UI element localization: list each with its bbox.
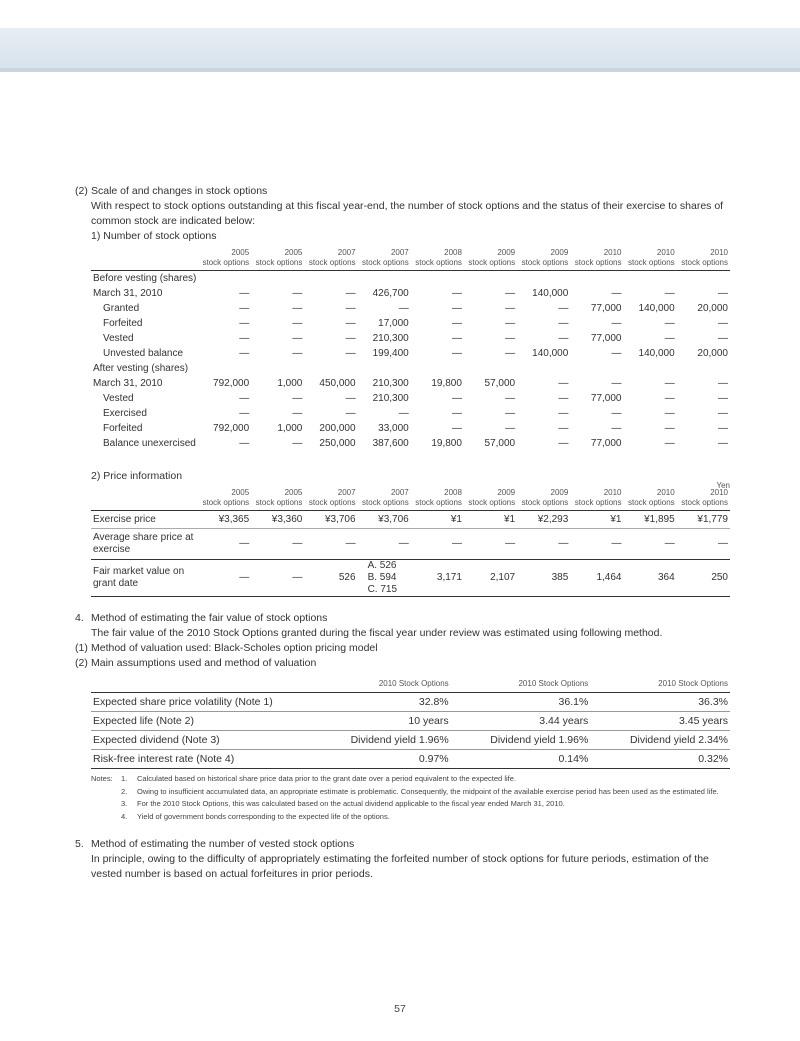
- column-label: stock options: [415, 497, 462, 507]
- header-blank: [91, 248, 198, 271]
- row-label: Balance unexercised: [103, 438, 196, 449]
- header-band: [0, 0, 800, 72]
- table-row: [91, 376, 730, 391]
- column-header: [251, 488, 304, 511]
- cell: —: [611, 408, 622, 419]
- column-header: [624, 488, 677, 511]
- cell: —: [505, 393, 516, 404]
- table-row: [91, 511, 730, 529]
- cell: 3.45 years: [590, 712, 730, 731]
- section-5-title: Method of estimating the number of vested stock options: [91, 838, 355, 850]
- section-2-heading: [75, 184, 730, 199]
- section-4-item-1: [75, 641, 730, 656]
- price-info-table: [91, 488, 730, 597]
- cell: —: [239, 438, 250, 449]
- column-label: stock options: [415, 257, 462, 267]
- cell: —: [345, 318, 356, 329]
- header-blank: [91, 679, 311, 693]
- cell: —: [304, 529, 357, 560]
- column-label: stock options: [362, 497, 409, 507]
- cell: 0.32%: [590, 750, 730, 769]
- column-header: [677, 488, 730, 511]
- column-label: stock options: [521, 257, 569, 267]
- cell: —: [664, 333, 675, 344]
- cell: —: [292, 393, 303, 404]
- table-row: [91, 731, 730, 750]
- section-4-intro: The fair value of the 2010 Stock Options granted during the fiscal year under review was estimated using following method.: [91, 627, 663, 639]
- cell: —: [251, 560, 304, 597]
- row-label: Unvested balance: [103, 348, 184, 359]
- cell: —: [558, 408, 569, 419]
- note-text: For the 2010 Stock Options, this was calculated based on the actual dividend applicable to the fiscal year ended March 31, 2010.: [137, 799, 565, 808]
- assumptions-header: [91, 679, 730, 693]
- column-year: 2009: [550, 248, 569, 257]
- cell: 199,400: [372, 348, 409, 359]
- cell: —: [558, 378, 569, 389]
- column-label: stock options: [468, 257, 516, 267]
- column-year: 2010: [656, 488, 675, 497]
- section-5-body: In principle, owing to the difficulty of appropriately estimating the forfeited number of stock options for future periods, estimation of the vested number is based on actual forfeitures in prior periods.: [91, 853, 709, 880]
- row-label: Vested: [103, 333, 134, 344]
- cell: —: [624, 529, 677, 560]
- cell: —: [358, 529, 411, 560]
- column-year: 2009: [550, 488, 569, 497]
- cell: —: [398, 408, 409, 419]
- cell: —: [611, 288, 622, 299]
- cell: 20,000: [697, 303, 728, 314]
- item-2-number: (2): [75, 657, 88, 669]
- cell: 450,000: [319, 378, 356, 389]
- cell: —: [558, 333, 569, 344]
- column-header: [517, 488, 570, 511]
- cell: 210,300: [372, 393, 409, 404]
- column-label: stock options: [202, 257, 250, 267]
- cell: —: [517, 529, 570, 560]
- column-header: [464, 248, 517, 271]
- column-header: [464, 488, 517, 511]
- column-label: stock options: [255, 497, 303, 507]
- column-header: [411, 248, 464, 271]
- cell: 0.14%: [451, 750, 591, 769]
- cell: 77,000: [590, 438, 622, 449]
- note-number: 1.: [121, 774, 128, 783]
- section-4-heading: [75, 611, 730, 626]
- cell: 210,300: [372, 378, 409, 389]
- cell: 364: [624, 560, 677, 597]
- cell: —: [345, 348, 356, 359]
- cell: —: [505, 423, 516, 434]
- cell: 19,800: [431, 378, 462, 389]
- header-blank: [91, 488, 198, 511]
- cell: —: [345, 303, 356, 314]
- cell: —: [198, 560, 251, 597]
- table-row: [91, 529, 730, 560]
- cell: —: [664, 408, 675, 419]
- column-label: stock options: [627, 257, 675, 267]
- column-header: [251, 248, 304, 271]
- cell: —: [677, 529, 730, 560]
- cell: ¥3,706: [304, 511, 357, 529]
- cell: —: [292, 333, 303, 344]
- note-number: 3.: [121, 799, 128, 808]
- notes: [91, 773, 730, 823]
- column-header: [358, 488, 411, 511]
- column-label: stock options: [681, 497, 728, 507]
- section-row: [91, 271, 730, 287]
- column-header: [304, 248, 357, 271]
- cell: —: [558, 423, 569, 434]
- cell: —: [345, 288, 356, 299]
- cell: Dividend yield 1.96%: [451, 731, 591, 750]
- table-row: [91, 331, 730, 346]
- cell: —: [292, 348, 303, 359]
- cell: 1,464: [570, 560, 623, 597]
- cell: —: [718, 333, 728, 344]
- cell: —: [505, 348, 516, 359]
- table-row: [91, 421, 730, 436]
- cell: 200,000: [319, 423, 356, 434]
- section-4-title: Method of estimating the fair value of stock options: [91, 612, 328, 624]
- column-header: [198, 488, 251, 511]
- cell: 385: [517, 560, 570, 597]
- cell: —: [558, 318, 569, 329]
- assumptions-table: [91, 679, 730, 769]
- cell: ¥1,895: [624, 511, 677, 529]
- item-1-number: (1): [75, 642, 88, 654]
- cell: —: [570, 529, 623, 560]
- cell: 57,000: [484, 438, 516, 449]
- cell: 36.1%: [451, 693, 591, 712]
- section-2-intro: With respect to stock options outstanding at this fiscal year-end, the number of stock options and the status of their exercise to shares of common stock are indicated below:: [91, 200, 724, 227]
- cell: —: [251, 529, 304, 560]
- cell: —: [411, 529, 464, 560]
- note-item: [91, 786, 730, 799]
- column-year: 2005: [284, 488, 303, 497]
- section-5-number: 5.: [75, 838, 84, 850]
- column-year: 2005: [284, 248, 303, 257]
- cell: 77,000: [590, 333, 622, 344]
- section-4-item-2: [75, 656, 730, 671]
- number-table-header: [91, 248, 730, 271]
- column-year: 2008: [444, 488, 462, 497]
- column-header: [517, 248, 570, 271]
- cell: —: [451, 348, 462, 359]
- cell: Dividend yield 2.34%: [590, 731, 730, 750]
- note-text: Calculated based on historical share price data prior to the grant date over a period equivalent to the expected life.: [137, 774, 516, 783]
- cell: —: [505, 333, 516, 344]
- column-year: 2007: [337, 488, 356, 497]
- column-header: [624, 248, 677, 271]
- column-label: stock options: [362, 257, 409, 267]
- section-5-heading: [75, 837, 730, 852]
- column-label: stock options: [202, 497, 250, 507]
- note-number: 2.: [121, 786, 128, 796]
- column-label: stock options: [255, 257, 303, 267]
- cell: —: [464, 529, 517, 560]
- cell: 140,000: [532, 348, 569, 359]
- column-header: [677, 248, 730, 271]
- cell: —: [451, 408, 462, 419]
- column-label: stock options: [468, 497, 516, 507]
- section-2-title: Scale of and changes in stock options: [91, 185, 268, 197]
- item-2-text: Main assumptions used and method of valuation: [91, 657, 317, 669]
- table-row: [91, 286, 730, 301]
- cell: ¥3,360: [251, 511, 304, 529]
- cell: —: [664, 378, 675, 389]
- cell: 140,000: [638, 303, 675, 314]
- column-year: 2010: [603, 248, 622, 257]
- cell: —: [451, 318, 462, 329]
- page-content: [75, 184, 730, 882]
- cell: 387,600: [372, 438, 409, 449]
- cell: 250,000: [319, 438, 356, 449]
- row-label: Vested: [103, 393, 134, 404]
- cell: —: [451, 303, 462, 314]
- cell: 17,000: [378, 318, 409, 329]
- cell: —: [292, 318, 303, 329]
- cell: 19,800: [431, 438, 462, 449]
- cell: —: [664, 318, 675, 329]
- column-header: [570, 248, 623, 271]
- note-item: [91, 798, 730, 811]
- column-year: 2005: [231, 248, 250, 257]
- cell: 792,000: [213, 423, 250, 434]
- price-info-title: 2) Price information: [91, 470, 183, 482]
- cell: 792,000: [213, 378, 250, 389]
- cell: —: [611, 423, 622, 434]
- column-year: 2010: [710, 248, 728, 257]
- cell: —: [611, 318, 622, 329]
- note-item: [91, 773, 730, 786]
- cell: ¥1: [411, 511, 464, 529]
- table-row: [91, 391, 730, 406]
- column-label: stock options: [308, 257, 356, 267]
- cell: 140,000: [532, 288, 569, 299]
- cell: —: [611, 348, 622, 359]
- row-label: Expected life (Note 2): [91, 712, 311, 731]
- table-row: [91, 712, 730, 731]
- column-header: [570, 488, 623, 511]
- section-row: [91, 361, 730, 376]
- row-label: March 31, 2010: [93, 288, 163, 299]
- assumption-column-header: 2010 Stock Options: [451, 679, 591, 693]
- cell: 10 years: [311, 712, 451, 731]
- row-label: Expected share price volatility (Note 1): [91, 693, 311, 712]
- cell: —: [239, 408, 250, 419]
- table-row: [91, 560, 730, 597]
- cell: —: [198, 529, 251, 560]
- item-1-text: Method of valuation used: Black-Scholes option pricing model: [91, 642, 378, 654]
- row-label: Granted: [103, 303, 140, 314]
- cell: ¥1: [464, 511, 517, 529]
- page-number: 57: [394, 1003, 406, 1015]
- column-header: [358, 248, 411, 271]
- table-row: [91, 301, 730, 316]
- cell: —: [664, 288, 675, 299]
- column-year: 2008: [444, 248, 462, 257]
- cell: —: [558, 438, 569, 449]
- cell: —: [451, 423, 462, 434]
- cell: —: [718, 393, 728, 404]
- cell: 2,107: [464, 560, 517, 597]
- table-row: [91, 406, 730, 421]
- price-table-header: [91, 488, 730, 511]
- price-unit: Yen: [716, 481, 730, 490]
- cell: —: [345, 393, 356, 404]
- note-text: Owing to insufficient accumulated data, an appropriate estimate is problematic. Consequently, the midpoint of the available exercise period has been used as the estimated life.: [137, 786, 719, 796]
- stock-options-number-table: [91, 248, 730, 451]
- cell: —: [239, 333, 250, 344]
- cell: 57,000: [484, 378, 516, 389]
- table-row: [91, 750, 730, 769]
- row-label: Forfeited: [103, 318, 143, 329]
- note-text: Yield of government bonds corresponding to the expected life of the options.: [137, 811, 390, 821]
- cell: —: [398, 303, 409, 314]
- column-label: stock options: [574, 497, 622, 507]
- section-label: Before vesting (shares): [93, 273, 197, 284]
- row-label: Fair market value on grant date: [91, 560, 198, 597]
- column-header: [198, 248, 251, 271]
- cell: 250: [677, 560, 730, 597]
- column-year: 2009: [497, 248, 516, 257]
- note-number: 4.: [121, 811, 128, 821]
- cell: —: [558, 393, 569, 404]
- row-label: Exercise price: [91, 511, 198, 529]
- assumption-column-header: 2010 Stock Options: [590, 679, 730, 693]
- column-header: [411, 488, 464, 511]
- column-year: 2010: [603, 488, 622, 497]
- note-item: [91, 811, 730, 824]
- column-label: stock options: [627, 497, 675, 507]
- cell: —: [451, 333, 462, 344]
- column-year: 2010: [710, 488, 728, 497]
- cell: —: [505, 303, 516, 314]
- cell: —: [292, 288, 303, 299]
- cell: ¥3,706: [358, 511, 411, 529]
- cell: 210,300: [372, 333, 409, 344]
- number-table-title: 1) Number of stock options: [91, 230, 217, 242]
- column-label: stock options: [308, 497, 356, 507]
- cell: —: [239, 393, 250, 404]
- table-row: [91, 346, 730, 361]
- cell: ¥1: [570, 511, 623, 529]
- cell: —: [451, 288, 462, 299]
- column-label: stock options: [574, 257, 622, 267]
- cell: 32.8%: [311, 693, 451, 712]
- row-label: Exercised: [103, 408, 147, 419]
- row-label: Forfeited: [103, 423, 143, 434]
- cell: —: [239, 288, 250, 299]
- cell: —: [611, 378, 622, 389]
- cell: —: [345, 408, 356, 419]
- cell: —: [505, 318, 516, 329]
- cell: Dividend yield 1.96%: [311, 731, 451, 750]
- cell: 1,000: [277, 378, 303, 389]
- cell: 3,171: [411, 560, 464, 597]
- cell: —: [718, 408, 728, 419]
- row-label: Risk-free interest rate (Note 4): [91, 750, 311, 769]
- notes-label: Notes:: [91, 774, 113, 783]
- table-row: [91, 316, 730, 331]
- section-label: After vesting (shares): [93, 363, 189, 374]
- cell: 20,000: [697, 348, 728, 359]
- table-row: [91, 693, 730, 712]
- cell: —: [718, 438, 728, 449]
- column-year: 2005: [231, 488, 250, 497]
- column-year: 2009: [497, 488, 516, 497]
- table-row: [91, 436, 730, 451]
- column-label: stock options: [681, 257, 728, 267]
- column-year: 2007: [390, 248, 409, 257]
- cell: —: [292, 408, 303, 419]
- cell: —: [239, 318, 250, 329]
- cell: 3.44 years: [451, 712, 591, 731]
- cell: 77,000: [590, 393, 622, 404]
- column-header: [304, 488, 357, 511]
- cell: —: [664, 423, 675, 434]
- cell: 140,000: [638, 348, 675, 359]
- cell: —: [505, 288, 516, 299]
- cell: —: [718, 318, 728, 329]
- column-label: stock options: [521, 497, 569, 507]
- cell: A. 526 B. 594 C. 715: [358, 560, 411, 597]
- cell: 77,000: [590, 303, 622, 314]
- section-4-number: 4.: [75, 612, 84, 624]
- cell: 0.97%: [311, 750, 451, 769]
- cell: —: [451, 393, 462, 404]
- column-year: 2007: [337, 248, 356, 257]
- cell: —: [718, 423, 728, 434]
- cell: ¥2,293: [517, 511, 570, 529]
- row-label: Expected dividend (Note 3): [91, 731, 311, 750]
- cell: —: [505, 408, 516, 419]
- cell: ¥1,779: [677, 511, 730, 529]
- cell: —: [558, 303, 569, 314]
- cell: —: [664, 438, 675, 449]
- cell: —: [292, 303, 303, 314]
- section-2-number: (2): [75, 185, 88, 197]
- cell: —: [664, 393, 675, 404]
- cell: —: [292, 438, 303, 449]
- cell: —: [345, 333, 356, 344]
- column-year: 2010: [656, 248, 675, 257]
- cell: —: [239, 303, 250, 314]
- cell: ¥3,365: [198, 511, 251, 529]
- cell: —: [718, 288, 728, 299]
- cell: —: [239, 348, 250, 359]
- assumption-column-header: 2010 Stock Options: [311, 679, 451, 693]
- cell: 526: [304, 560, 357, 597]
- row-label: Average share price at exercise: [91, 529, 198, 560]
- cell: 36.3%: [590, 693, 730, 712]
- cell: 1,000: [277, 423, 303, 434]
- row-label: March 31, 2010: [93, 378, 163, 389]
- cell: 426,700: [372, 288, 409, 299]
- column-year: 2007: [390, 488, 409, 497]
- cell: —: [718, 378, 728, 389]
- cell: 33,000: [378, 423, 409, 434]
